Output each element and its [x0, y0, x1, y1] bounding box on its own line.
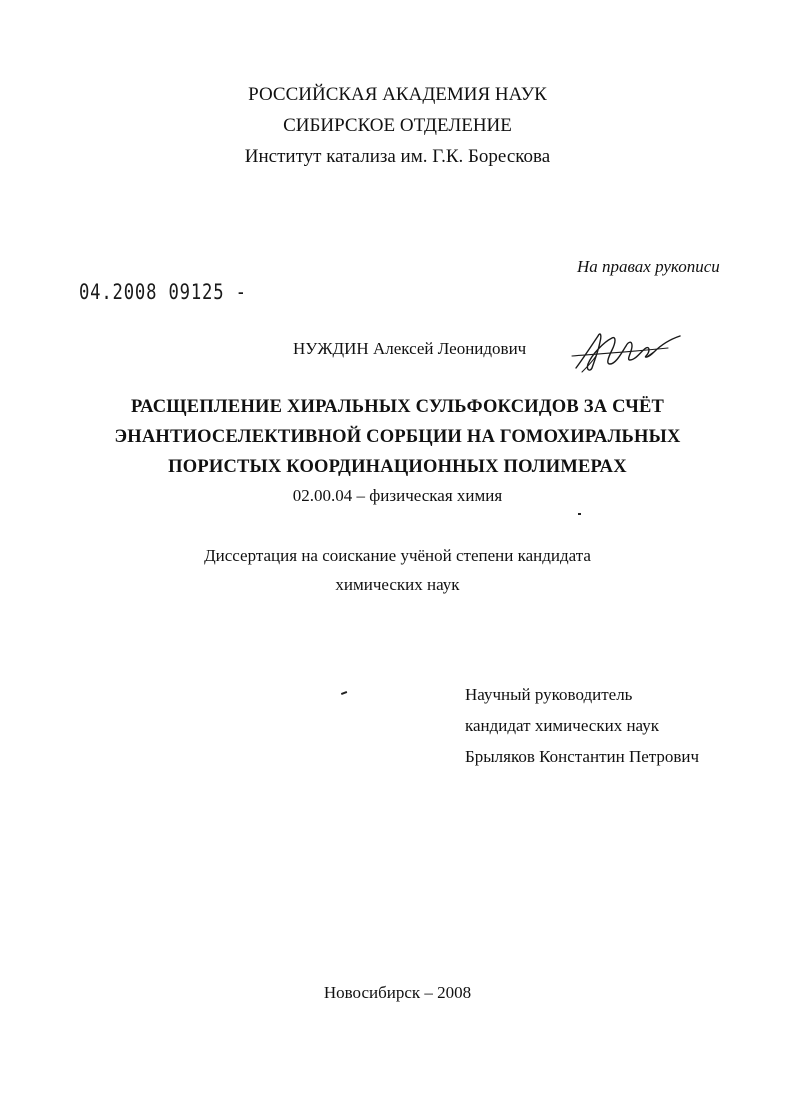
manuscript-note: На правах рукописи [577, 257, 720, 276]
author-signature [568, 326, 686, 376]
dissertation-title-line-3: ПОРИСТЫХ КООРДИНАЦИОННЫХ ПОЛИМЕРАХ [168, 457, 627, 477]
academy-name: РОССИЙСКАЯ АКАДЕМИЯ НАУК [248, 84, 547, 105]
dissertation-title-line-2: ЭНАНТИОСЕЛЕКТИВНОЙ СОРБЦИИ НА ГОМОХИРАЛЬНЫХ [114, 427, 681, 447]
supervisor-degree: кандидат химических наук [465, 716, 659, 735]
city-year: Новосибирск – 2008 [323, 983, 472, 1002]
institute-name: Институт катализа им. Г.К. Борескова [244, 146, 551, 167]
dissertation-title-line-1: РАСЩЕПЛЕНИЕ ХИРАЛЬНЫХ СУЛЬФОКСИДОВ ЗА СЧЁТ [130, 397, 665, 417]
degree-line-2: химических наук [335, 575, 460, 594]
supervisor-name: Брыляков Константин Петрович [465, 747, 700, 766]
author-name: НУЖДИН Алексей Леонидович [293, 339, 527, 358]
branch-name: СИБИРСКОЕ ОТДЕЛЕНИЕ [283, 115, 512, 136]
specialty-code: 02.00.04 – физическая химия [292, 486, 503, 505]
archive-stamp-number: 04.2008 09125 - [79, 280, 247, 304]
scan-speck [578, 513, 581, 515]
supervisor-role: Научный руководитель [465, 685, 633, 704]
degree-line-1: Диссертация на соискание учёной степени кандидата [204, 546, 591, 565]
scan-speck [341, 691, 347, 694]
